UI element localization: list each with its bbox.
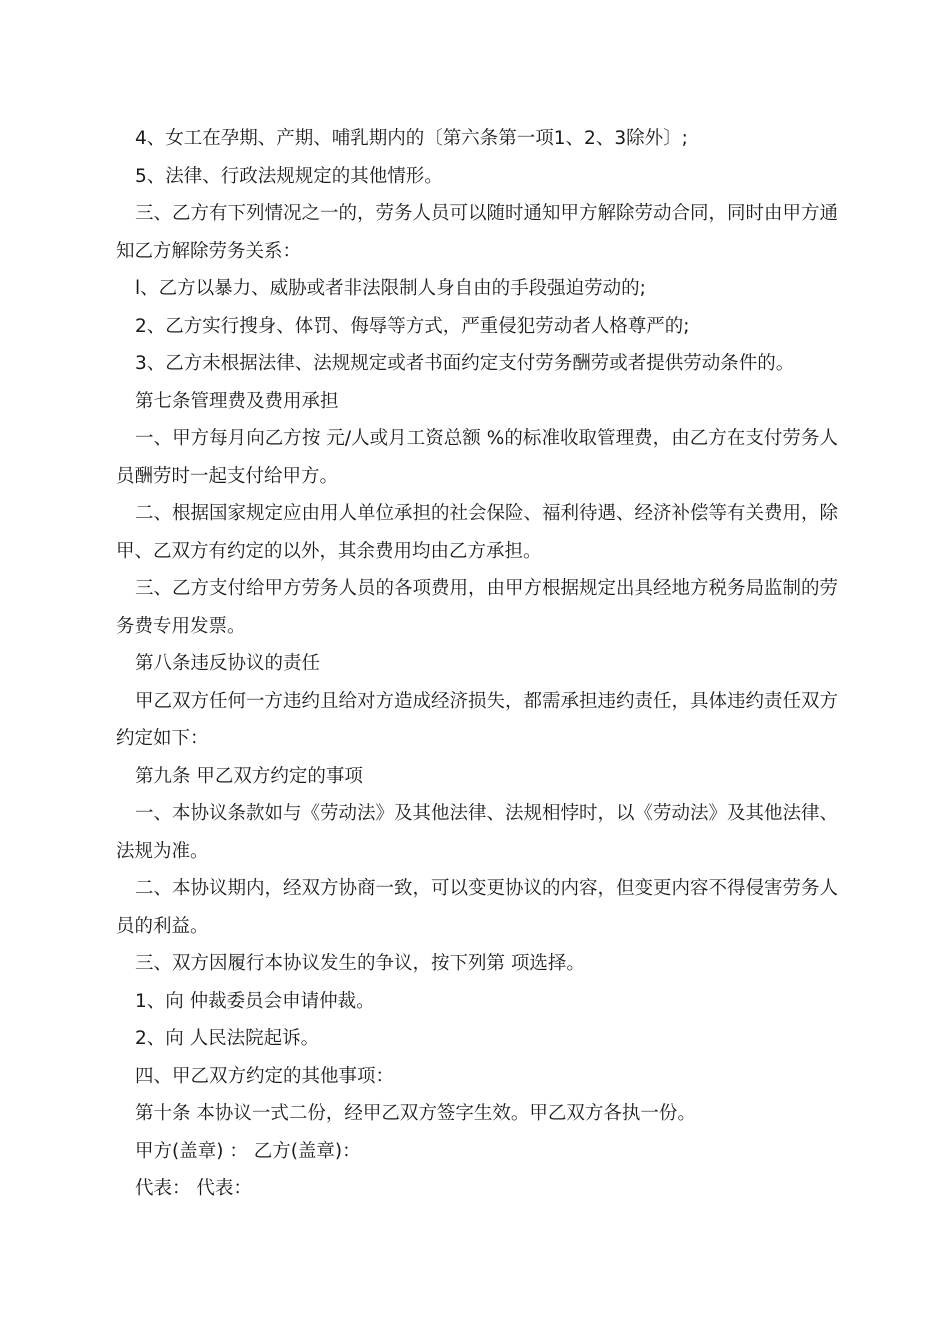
signature-seal-line: 甲方(盖章) ： 乙方(盖章)： — [135, 1140, 361, 1162]
article-8-body: 甲乙双方任何一方违约且给对方造成经济损失，都需承担违约责任，具体违约责任双方约定如下： — [116, 690, 839, 749]
article-8-heading: 第八条违反协议的责任 — [135, 653, 321, 674]
article-7-clause-2: 二、根据国家规定应由用人单位承担的社会保险、福利待遇、经济补偿等有关费用，除甲、乙双方有约定的以外，其余费用均由乙方承担。 — [116, 503, 839, 562]
item-2-dignity-violation: 2、乙方实行搜身、体罚、侮辱等方式，严重侵犯劳动者人格尊严的; — [135, 315, 690, 337]
article-9-clause-3: 三、双方因履行本协议发生的争议，按下列第 项选择。 — [135, 953, 585, 974]
article-9-heading: 第九条 甲乙双方约定的事项 — [135, 765, 363, 787]
clause-4-female-workers: 4、女工在孕期、产期、哺乳期内的〔第六条第一项1、2、3除外〕; — [135, 128, 688, 149]
section-3-termination-conditions: 三、乙方有下列情况之一的，劳务人员可以随时通知甲方解除劳动合同，同时由甲方通知乙方解除劳务关系： — [116, 203, 839, 262]
item-1-forced-labor: l、乙方以暴力、威胁或者非法限制人身自由的手段强迫劳动的; — [135, 278, 646, 299]
article-9-clause-4: 四、甲乙双方约定的其他事项： — [135, 1065, 395, 1087]
article-9-clause-1: 一、本协议条款如与《劳动法》及其他法律、法规相悖时，以《劳动法》及其他法律、法规为准。 — [116, 803, 839, 862]
article-7-clause-3: 三、乙方支付给甲方劳务人员的各项费用，由甲方根据规定出具经地方税务局监制的劳务费专用发票。 — [116, 578, 839, 637]
article-10: 第十条 本协议一式二份，经甲乙双方签字生效。甲乙双方各执一份。 — [135, 1103, 696, 1124]
dispute-option-arbitration: 1、向 仲裁委员会申请仲裁。 — [135, 990, 375, 1012]
article-7-clause-1: 一、甲方每月向乙方按 元/人或月工资总额 %的标准收取管理费，由乙方在支付劳务人员酬劳时一起支付给甲方。 — [116, 428, 838, 487]
item-3-payment-failure: 3、乙方未根据法律、法规规定或者书面约定支付劳务酬劳或者提供劳动条件的。 — [135, 353, 795, 374]
dispute-option-court: 2、向 人民法院起诉。 — [135, 1028, 320, 1049]
document-body — [116, 120, 838, 1208]
signature-representative-line: 代表： 代表： — [135, 1178, 252, 1199]
clause-5-other-circumstances: 5、法律、行政法规规定的其他情形。 — [135, 165, 443, 187]
article-7-heading: 第七条管理费及费用承担 — [135, 390, 339, 412]
article-9-clause-2: 二、本协议期内，经双方协商一致，可以变更协议的内容，但变更内容不得侵害劳务人员的利益。 — [116, 878, 839, 937]
